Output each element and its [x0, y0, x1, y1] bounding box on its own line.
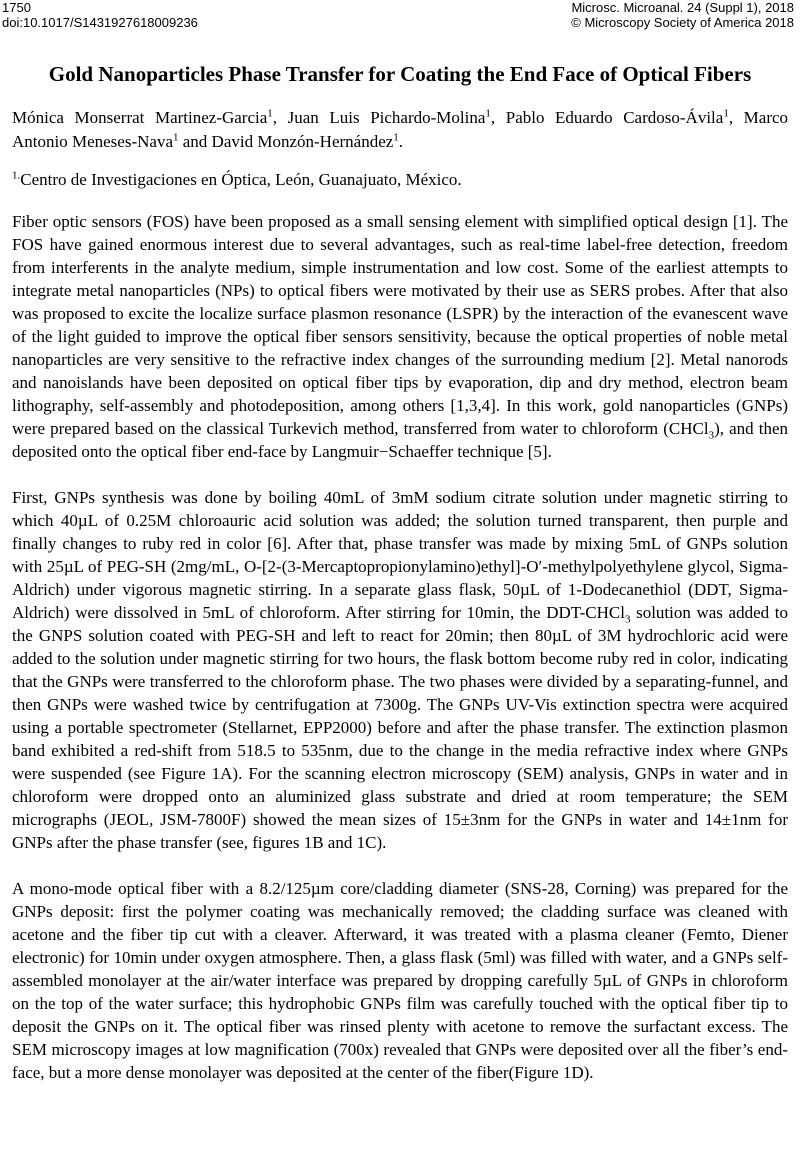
subscript: 3: [708, 429, 715, 442]
author-separator: ,: [272, 108, 288, 127]
paragraph-introduction: [12, 210, 788, 463]
author-affiliation-mark: 1: [485, 107, 491, 120]
header-left: [2, 0, 198, 30]
copyright: © Microscopy Society of America 2018: [571, 15, 794, 30]
affiliation-marker: 1.: [12, 169, 21, 182]
author-name: Juan Luis Pichardo-Molina: [287, 108, 486, 127]
paragraph-text: solution was added to the GNPS solution coated with PEG-SH and left to react for 20min; then 80µL of 3M hydrochloric acid were added to the solution under magnetic stirring for two hours, the flask bottom become ruby red in color, indicating that the GNPs were transferred to the chloroform phase. The two phases were divided by a separating-funnel, and then GNPs were washed twice by centrifugation at 7300g. The GNPs UV-Vis extinction spectra were acquired using a portable spectrometer (Stellarnet, EPP2000) before and after the phase transfer. The extinction plasmon band exhibited a red-shift from 518.5 to 535nm, due to the change in the media refractive index where GNPs were suspended (see Figure 1A). For the scanning electron microscopy (SEM) analysis, GNPs in water and in chloroform were dropped onto an aluminized glass substrate and dried at room temperature; the SEM micrographs (JEOL, JSM-7800F) showed the mean sizes of 15±3nm for the GNPs in water and 14±1nm for GNPs after the phase transfer (see, figures 1B and 1C).: [12, 603, 788, 852]
affiliation-text: Centro de Investigaciones en Óptica, León, Guanajuato, México.: [20, 170, 462, 189]
author-affiliation-mark: 1: [267, 107, 273, 120]
subscript: 3: [624, 613, 631, 626]
paragraph-text: Fiber optic sensors (FOS) have been proposed as a small sensing element with simplified optical design [1]. The FOS have gained enormous interest due to several advantages, such as real-time label-free detection, freedom from interferents in the analyte medium, simple instrumentation and low cost. Some of the earliest attempts to integrate metal nanoparticles (NPs) to optical fibers were motivated by their use as SERS probes. After that also was proposed to excite the localize surface plasmon resonance (LSPR) by the interaction of the evanescent wave of the light guided to improve the optical fiber sensors sensitivity, because the optical properties of noble metal nanoparticles are very sensitive to the refractive index changes of the surrounding medium [2]. Metal nanorods and nanoislands have been deposited on optical fiber tips by evaporation, dip and dry method, electron beam lithography, self-assembly and photodeposition, among others [1,3,4]. In this work, gold nanoparticles (GNPs) were prepared based on the classical Turkevich method, transferred from water to chloroform (CHCl: [12, 212, 788, 438]
paragraph-text: First, GNPs synthesis was done by boiling 40mL of 3mM sodium citrate solution under magnetic stirring to which 40µL of 0.25M chloroauric acid solution was added; the solution turned transparent, then purple and finally changes to ruby red in color [6]. After that, phase transfer was made by mixing 5mL of GNPs solution with 25µL of PEG-SH (2mg/mL, O-[2-(3-Mercaptopropionylamino)ethyl]-O′-methylpolyethylene glycol, Sigma-Aldrich) under vigorous magnetic stirring. In a separate glass flask, 50µL of 1-Dodecanethiol (DDT, Sigma-Aldrich) were dissolved in 5mL of chloroform. After stirring for 10min, the DDT-CHCl: [12, 488, 788, 622]
header-right: [571, 0, 794, 30]
article-title: Gold Nanoparticles Phase Transfer for Coating the End Face of Optical Fibers: [48, 62, 752, 86]
author-separator: and: [178, 132, 212, 151]
author-name: Pablo Eduardo Cardoso-Ávila: [505, 108, 724, 127]
paragraph-synthesis: [12, 486, 788, 854]
paragraph-text: A mono-mode optical fiber with a 8.2/125µm core/cladding diameter (SNS-28, Corning) was prepared for the GNPs deposit: first the polymer coating was mechanically removed; the cladding surface was cleaned with acetone and the fiber tip cut with a cleaver. Afterward, it was treated with a plasma cleaner (Femto, Diener electronic) for 10min under oxygen atmosphere. Then, a glass flask (5ml) was filled with water, and a GNPs self-assembled monolayer at the air/water interface was prepared by dropping carefully 5µL of GNPs in chloroform on the top of the water surface; this hydrophobic GNPs film was carefully touched with the optical fiber tip to deposit the GNPs on it. The optical fiber was rinsed plenty with acetone to remove the surfactant excess. The SEM microscopy images at low magnification (700x) revealed that GNPs were deposited over all the fiber’s end-face, but a more dense monolayer was deposited at the center of the fiber(Figure 1D).: [12, 879, 788, 1082]
author-name: Mónica Monserrat Martinez-Garcia: [12, 108, 268, 127]
paragraph-fiber-deposit: [12, 877, 788, 1084]
author-list: [12, 106, 788, 154]
page-number: 1750: [2, 0, 31, 15]
author-separator: ,: [490, 108, 506, 127]
author-affiliation-mark: 1: [173, 131, 179, 144]
paragraph-text: ), and then deposited onto the optical fiber end-face by Langmuir−Schaeffer technique [5].: [12, 419, 788, 461]
author-separator: .: [398, 132, 404, 151]
author-affiliation-mark: 1: [393, 131, 399, 144]
author-name: David Monzón-Hernández: [211, 132, 394, 151]
author-separator: ,: [728, 108, 744, 127]
journal-citation: Microsc. Microanal. 24 (Suppl 1), 2018: [571, 0, 794, 15]
doi: doi:10.1017/S1431927618009236: [2, 15, 198, 30]
affiliation: [12, 168, 788, 192]
article-body: [12, 60, 788, 1107]
author-affiliation-mark: 1: [723, 107, 729, 120]
author-name: Marco Antonio Meneses-Nava: [12, 108, 789, 151]
